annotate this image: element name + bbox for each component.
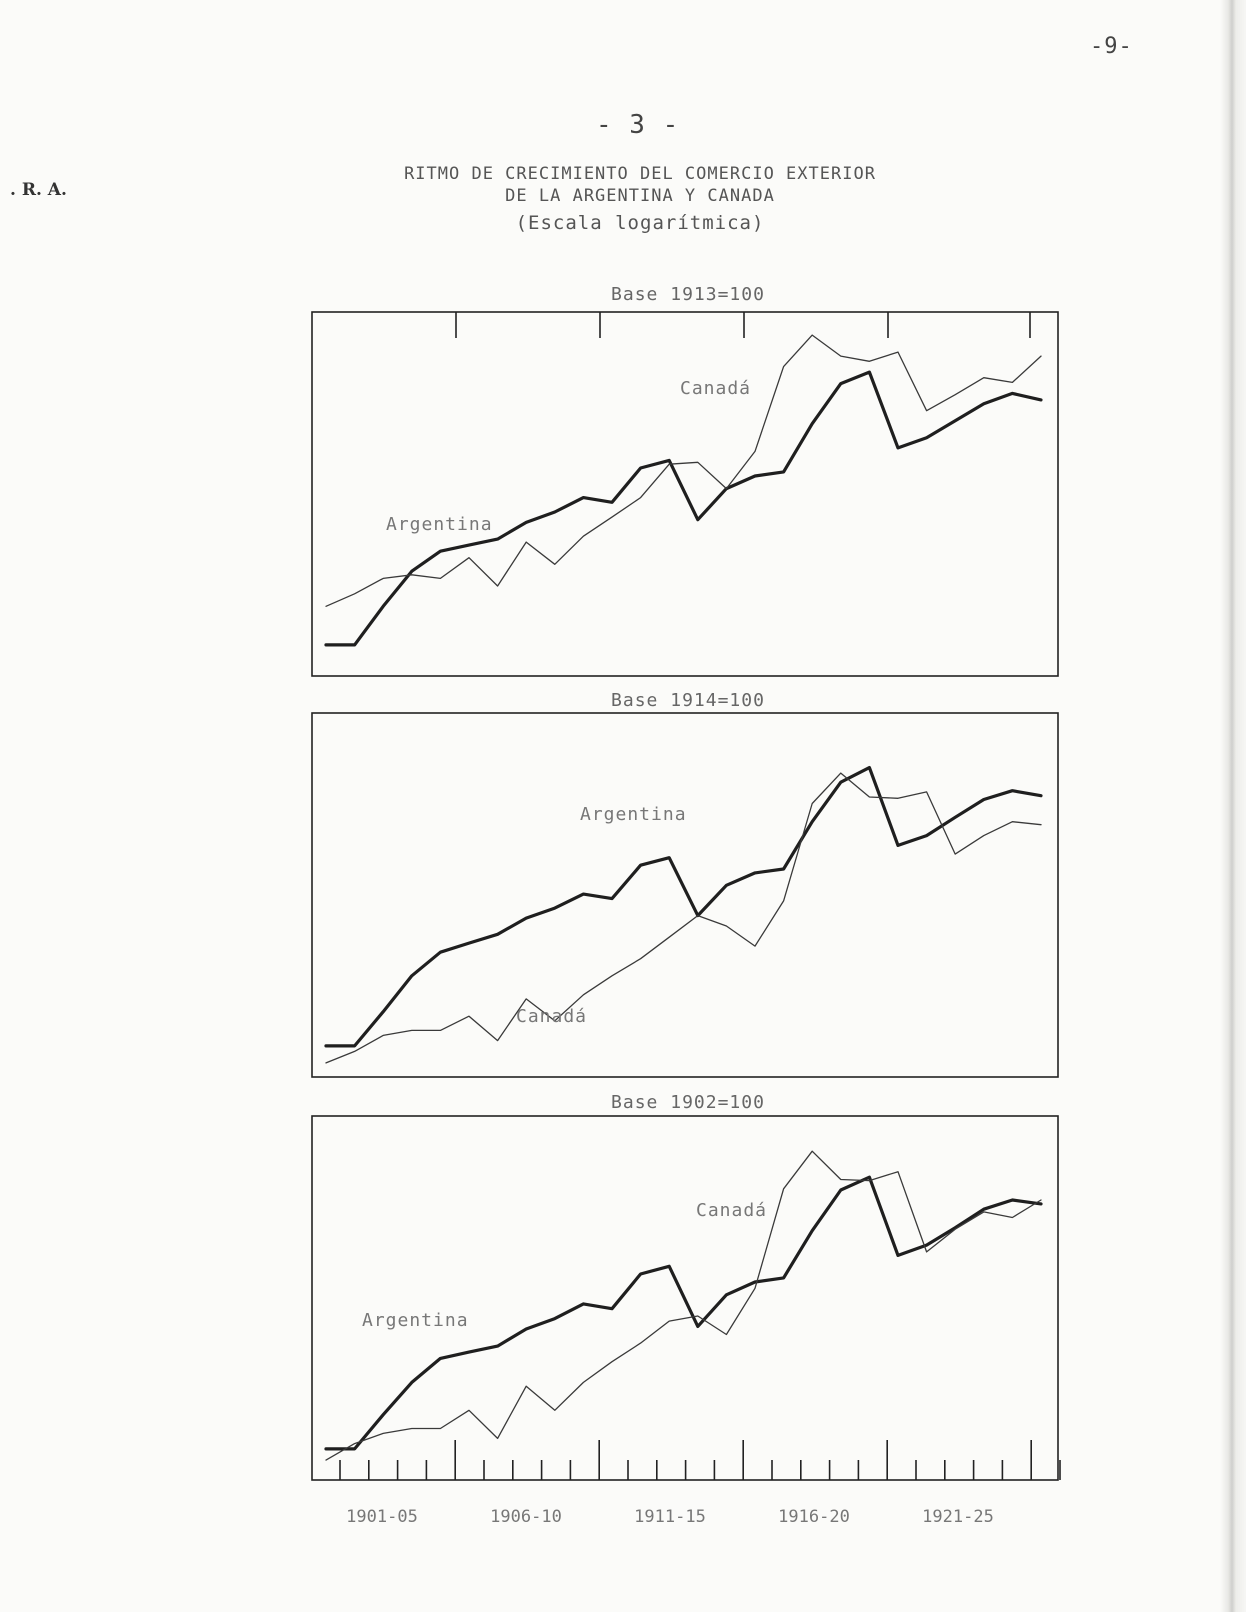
x-tick-label-5: 1921-25 [922, 1507, 994, 1527]
chart-3-label-canada: Canadá [696, 1200, 768, 1221]
chart-3-label-argentina: Argentina [362, 1310, 469, 1331]
left-margin-mark: . R. A. [10, 180, 67, 200]
x-tick-label-3: 1911-15 [634, 1507, 706, 1527]
x-tick-label-1: 1901-05 [346, 1507, 418, 1527]
chart-1-label-canada: Canadá [680, 378, 752, 399]
chart-1-title: Base 1913=100 [611, 284, 765, 305]
page-number-center: - 3 - [596, 110, 680, 140]
chart-2-label-argentina: Argentina [580, 804, 687, 825]
chart-2-label-canada: Canadá [516, 1006, 588, 1027]
page-number-top: -9- [1090, 34, 1133, 59]
x-tick-label-2: 1906-10 [490, 1507, 562, 1527]
chart-1-series-canada-line [326, 335, 1041, 606]
x-tick-label-4: 1916-20 [778, 1507, 850, 1527]
chart-3-title: Base 1902=100 [611, 1092, 765, 1113]
chart-3-series-canada-line [326, 1151, 1041, 1460]
chart-2-title: Base 1914=100 [611, 690, 765, 711]
document-title-line-1: RITMO DE CRECIMIENTO DEL COMERCIO EXTERIOR [404, 164, 876, 184]
chart-2-frame [312, 713, 1058, 1077]
document-title-line-2: DE LA ARGENTINA Y CANADA [505, 186, 775, 206]
document-subtitle: (Escala logarítmica) [515, 212, 765, 234]
chart-1-label-argentina: Argentina [386, 514, 493, 535]
chart-1-series-argentina-line [326, 372, 1041, 645]
